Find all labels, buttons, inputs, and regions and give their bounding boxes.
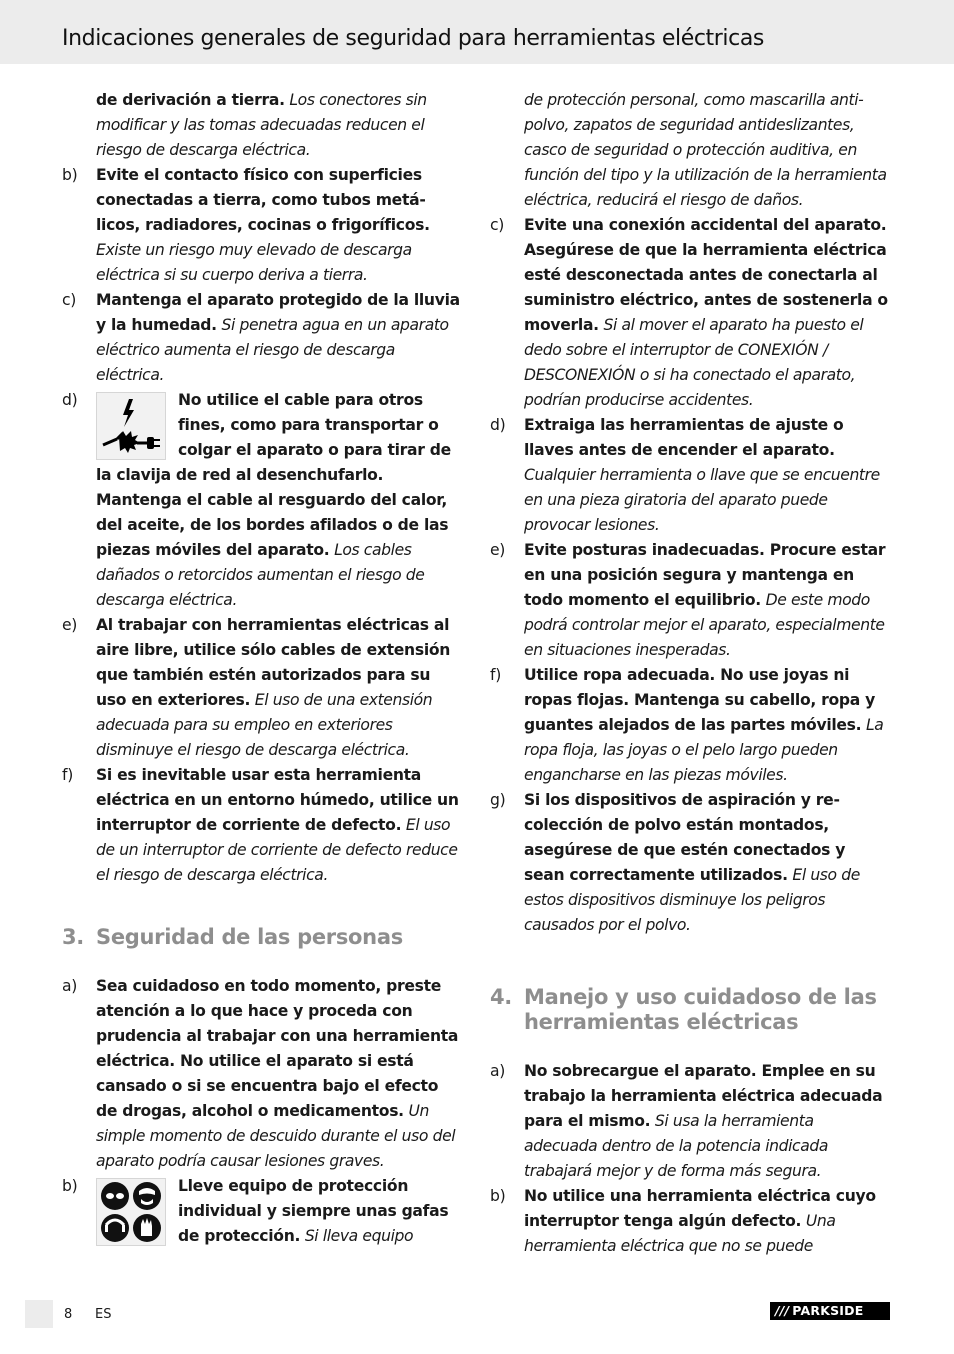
instruction-bold: No utilice el cable para otros fines, como para transportar o colgar el aparato o para tirar de la clavija de red al desenchufarlo. Mantenga el cable al resguardo del calor, del aceite, de los bordes afilados o de las piezas móviles del aparato. <box>96 391 451 559</box>
instruction-explanation: La ropa floja, las joyas o el pelo largo pueden engancharse en las piezas móviles. <box>524 716 884 784</box>
instruction-explanation: El uso de un interruptor de corriente de defecto reduce el riesgo de descarga eléctrica. <box>96 816 458 884</box>
instruction-explanation: De este modo podrá controlar mejor el aparato, especialmente en situaciones inesperadas. <box>524 591 885 659</box>
instruction-explanation: Si usa la herramienta adecuada dentro de la potencia indicada trabajará mejor y de forma más segura. <box>524 1112 829 1180</box>
paragraph-3a <box>62 974 462 1174</box>
section-number: 4. <box>490 985 512 1009</box>
instruction-explanation: de protección personal, como mascarilla antipolvo, zapatos de seguridad antideslizantes, casco de seguridad o protección auditiva, en función del tipo y la utilización de la herramienta eléctrica, reducirá el riesgo de daños. <box>524 91 887 209</box>
instruction-explanation: Los conectores sin modificar y las tomas adecuadas reducen el riesgo de descarga eléctrica. <box>96 91 427 159</box>
damaged-cable-warning-icon <box>96 392 166 460</box>
paragraph-d <box>490 413 890 538</box>
instruction-bold: Evite una conexión accidental del aparato. Asegúrese de que la herramienta eléctrica esté desconectada antes de conectarla al suministro eléctrico, antes de sostenerla o moverla. <box>524 216 888 334</box>
list-marker: e) <box>490 541 506 559</box>
paragraph-f <box>490 663 890 788</box>
list-marker: f) <box>490 666 501 684</box>
logo-stripes: /// <box>775 1303 790 1318</box>
instruction-bold: de derivación a tierra. <box>96 91 285 109</box>
logo-text: PARKSIDE <box>792 1303 864 1318</box>
footer-tab-marker <box>25 1300 53 1328</box>
instruction-bold: Utilice ropa adecuada. No use joyas ni ropas flojas. Mantenga su cabello, ropa y guantes alejados de las partes móviles. <box>524 666 875 734</box>
protective-equipment-icons <box>96 1178 166 1246</box>
list-marker: b) <box>62 166 78 184</box>
instruction-bold: Lleve equipo de protección individual y siempre unas gafas de protección. <box>178 1177 449 1245</box>
paragraph-e <box>62 613 462 763</box>
instruction-explanation: El uso de una extensión adecuada para su empleo en exteriores disminuye el riesgo de descarga eléctrica. <box>96 691 433 759</box>
list-marker: a) <box>62 977 78 995</box>
instruction-explanation: Si al mover el aparato ha puesto el dedo sobre el interruptor de CONEXIÓN / DESCONEXIÓN o si ha conectado el aparato, podrían producirse accidentes. <box>524 316 864 409</box>
instruction-explanation: Si lleva equipo <box>304 1227 414 1245</box>
page-title: Indicaciones generales de seguridad para herramientas eléctricas <box>62 26 764 51</box>
instruction-explanation: Los cables dañados o retorcidos aumentan el riesgo de descarga eléctrica. <box>96 541 425 609</box>
list-marker: b) <box>62 1177 78 1195</box>
brand-logo <box>770 1302 890 1320</box>
paragraph-e <box>490 538 890 663</box>
page-number: 8 <box>64 1307 73 1322</box>
instruction-bold: No utilice una herramienta eléctrica cuyo interruptor tenga algún defecto. <box>524 1187 876 1230</box>
list-marker: f) <box>62 766 73 784</box>
section-title: Seguridad de las personas <box>96 925 403 949</box>
left-column <box>62 88 462 1249</box>
page-header <box>0 0 954 64</box>
instruction-explanation: Existe un riesgo muy elevado de descarga eléctrica si su cuerpo deriva a tierra. <box>96 241 412 284</box>
instruction-explanation: El uso de estos dispositivos disminuye los peligros causados por el polvo. <box>524 866 860 934</box>
instruction-bold: Si los dispositivos de aspiración y recolección de polvo están montados, asegúrese de que estén conectados y sean correctamente utilizados. <box>524 791 846 884</box>
paragraph-f <box>62 763 462 888</box>
paragraph-c <box>62 288 462 388</box>
language-code: ES <box>95 1307 112 1322</box>
instruction-bold: Si es inevitable usar esta herramienta eléctrica en un entorno húmedo, utilice un interruptor de corriente de defecto. <box>96 766 459 834</box>
section-title: Manejo y uso cuidadoso de las herramientas eléctricas <box>524 985 877 1034</box>
paragraph-d <box>62 388 462 613</box>
instruction-bold: Al trabajar con herramientas eléctricas al aire libre, utilice sólo cables de extensión que también estén autorizados para su uso en exteriores. <box>96 616 451 709</box>
instruction-bold: Evite posturas inadecuadas. Procure estar en una posición segura y mantenga en todo momento el equilibrio. <box>524 541 886 609</box>
paragraph-g <box>490 788 890 938</box>
paragraph-a-continued <box>62 88 462 163</box>
list-marker: a) <box>490 1062 506 1080</box>
paragraph-4a <box>490 1059 890 1184</box>
list-marker: c) <box>62 291 77 309</box>
list-marker: e) <box>62 616 78 634</box>
paragraph-b-continued <box>490 88 890 213</box>
section-3-heading <box>62 925 462 950</box>
instruction-explanation: Un simple momento de descuido durante el uso del aparato podría causar lesiones graves. <box>96 1102 456 1170</box>
list-marker: g) <box>490 791 506 809</box>
instruction-bold: Extraiga las herramientas de ajuste o llaves antes de encender el aparato. <box>524 416 844 459</box>
instruction-bold: Mantenga el aparato protegido de la lluvia y la humedad. <box>96 291 460 334</box>
instruction-explanation: Si penetra agua en un aparato eléctrico aumenta el riesgo de descarga eléctrica. <box>96 316 449 384</box>
instruction-bold: Sea cuidadoso en todo momento, preste atención a lo que hace y proceda con prudencia al trabajar con una herramienta eléctrica. No utilice el aparato si está cansado o si se encuentra bajo el efecto de drogas, alcohol o medicamentos. <box>96 977 459 1120</box>
instruction-explanation: Cualquier herramienta o llave que se encuentre en una pieza giratoria del aparato puede provocar lesiones. <box>524 466 880 534</box>
list-marker: c) <box>490 216 505 234</box>
paragraph-3b <box>62 1174 462 1249</box>
instruction-bold: Evite el contacto físico con superficies conectadas a tierra, como tubos metálicos, radiadores, cocinas o frigoríficos. <box>96 166 430 234</box>
list-marker: d) <box>490 416 506 434</box>
right-column <box>490 88 890 1259</box>
instruction-explanation: Una herramienta eléctrica que no se puede <box>524 1212 836 1255</box>
section-4-heading <box>490 985 890 1035</box>
instruction-bold: No sobrecargue el aparato. Emplee en su trabajo la herramienta eléctrica adecuada para el mismo. <box>524 1062 883 1130</box>
paragraph-4b <box>490 1184 890 1259</box>
paragraph-b <box>62 163 462 288</box>
list-marker: d) <box>62 391 78 409</box>
section-number: 3. <box>62 925 84 949</box>
list-marker: b) <box>490 1187 506 1205</box>
paragraph-c <box>490 213 890 413</box>
